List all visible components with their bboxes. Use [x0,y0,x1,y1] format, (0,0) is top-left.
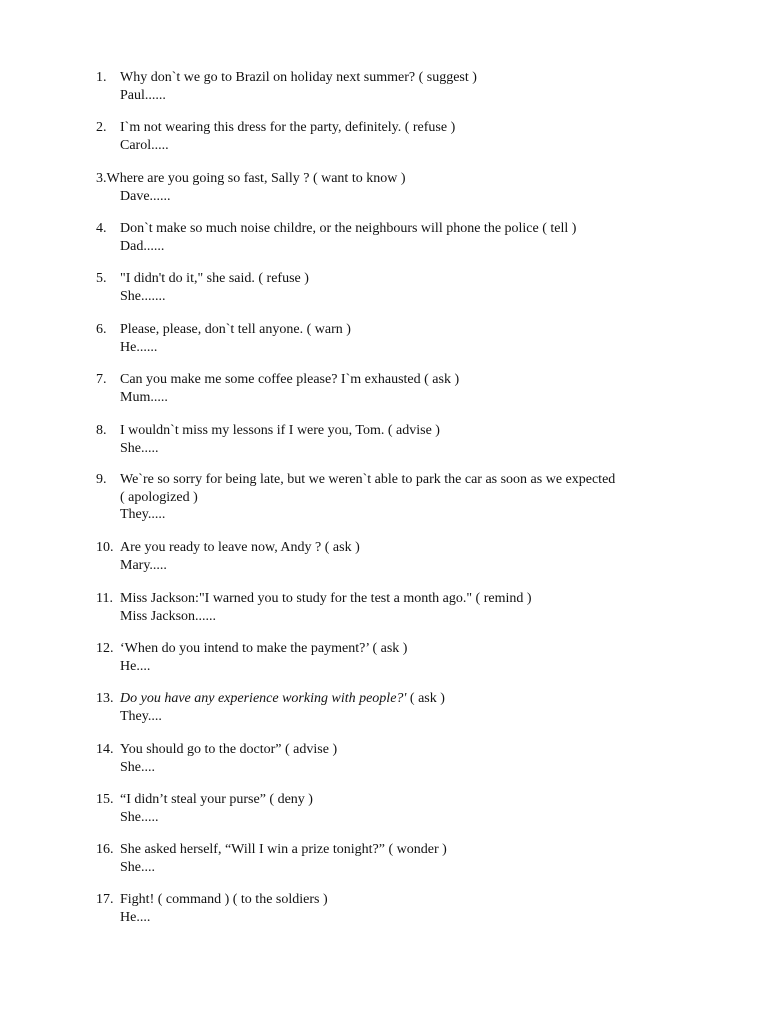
exercise-answer-prompt: He.... [120,910,151,925]
exercise-question: “I didn’t steal your purse” ( deny ) [120,792,313,807]
exercise-answer-prompt: Dave...... [120,189,171,204]
exercise-question: Why don`t we go to Brazil on holiday next summer? ( suggest ) [120,70,477,85]
exercise-number: 15. [96,792,114,807]
exercise-question: We`re so sorry for being late, but we weren`t able to park the car as soon as we expected [120,472,616,487]
exercise-question [120,690,445,707]
exercise-question: I`m not wearing this dress for the party, definitely. ( refuse ) [120,120,456,135]
exercise-question: Miss Jackson:"I warned you to study for the test a month ago." ( remind ) [120,591,532,606]
exercise-answer-prompt: She.... [120,860,155,875]
exercise-number: 9. [96,472,107,487]
exercise-answer-prompt: They..... [120,507,166,522]
exercise-question: Don`t make so much noise childre, or the neighbours will phone the police ( tell ) [120,221,577,236]
exercise-number: 17. [96,892,114,907]
exercise-number: 3.Where are you going so fast, Sally ? ( want to know ) [96,171,406,186]
exercise-number: 12. [96,641,114,656]
exercise-number: 8. [96,423,107,438]
exercise-question: You should go to the doctor” ( advise ) [120,742,338,757]
exercise-number: 1. [96,70,107,85]
exercise-number: 4. [96,221,107,236]
exercise-number: 16. [96,842,114,857]
exercise-question: I wouldn`t miss my lessons if I were you, Tom. ( advise ) [120,423,440,438]
exercise-number: 7. [96,372,107,387]
exercise-answer-prompt: He...... [120,340,158,355]
exercise-answer-prompt: She..... [120,810,159,825]
exercise-answer-prompt: Miss Jackson...... [120,609,217,624]
exercise-number: 13. [96,691,114,706]
exercise-question: Can you make me some coffee please? I`m exhausted ( ask ) [120,372,460,387]
exercise-number: 14. [96,742,114,757]
exercise-question: Where are you going so fast, Sally ? ( want to know ) [106,171,406,186]
exercise-answer-prompt: Mum..... [120,390,168,405]
exercise-question-verb: ( ask ) [406,691,445,706]
exercise-answer-prompt: She.... [120,760,155,775]
exercise-number: 10. [96,540,114,555]
exercise-question: "I didn't do it," she said. ( refuse ) [120,271,309,286]
exercise-number: 2. [96,120,107,135]
exercise-answer-prompt: Carol..... [120,138,169,153]
exercise-answer-prompt: He.... [120,659,151,674]
exercise-answer-prompt: Dad...... [120,239,165,254]
exercise-number: 11. [96,591,113,606]
exercise-question-italic: Do you have any experience working with people?' [120,691,407,706]
exercise-question: Please, please, don`t tell anyone. ( warn ) [120,322,351,337]
exercise-question: Fight! ( command ) ( to the soldiers ) [120,892,328,907]
exercise-answer-prompt: Paul...... [120,88,166,103]
exercise-number: 6. [96,322,107,337]
exercise-question: She asked herself, “Will I win a prize tonight?” ( wonder ) [120,842,447,857]
exercise-answer-prompt: Mary..... [120,558,167,573]
exercise-number: 5. [96,271,107,286]
exercise-answer-prompt: She....... [120,289,166,304]
exercise-question-continuation: ( apologized ) [120,490,198,505]
exercise-question: ‘When do you intend to make the payment?’ ( ask ) [120,641,408,656]
exercise-answer-prompt: They.... [120,709,162,724]
exercise-question: Are you ready to leave now, Andy ? ( ask ) [120,540,360,555]
exercise-answer-prompt: She..... [120,441,159,456]
